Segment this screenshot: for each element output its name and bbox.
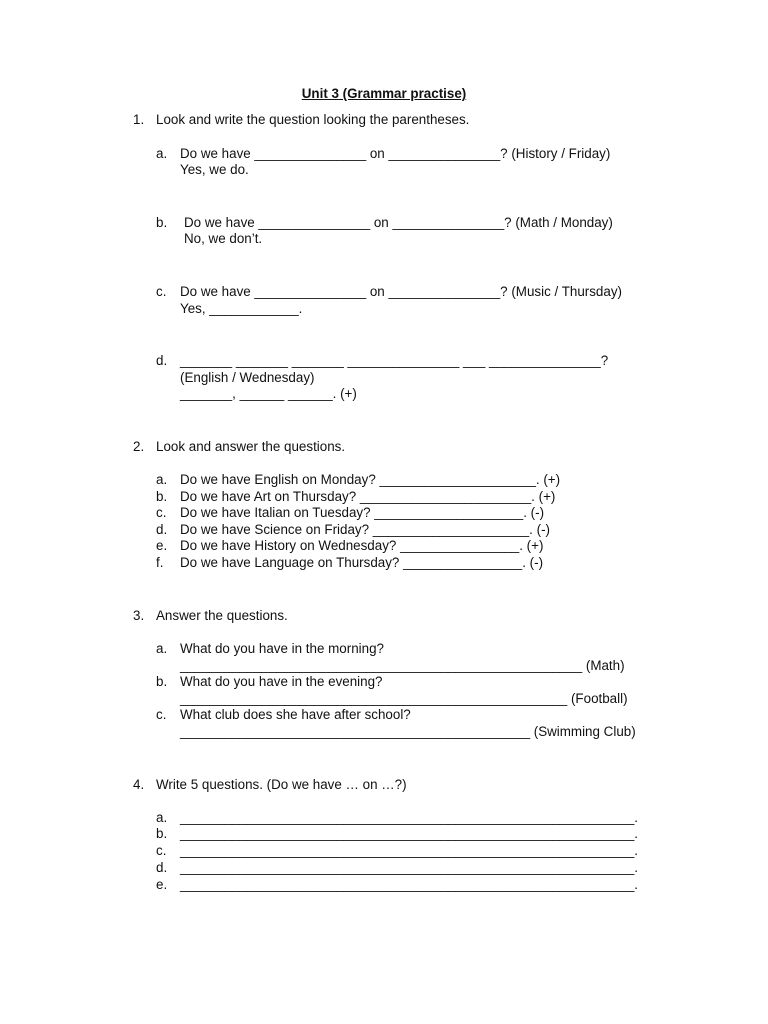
q2-e-letter: e.: [156, 538, 168, 553]
q1-d-prompt: _______ _______ _______ _______________ ___ _______________?: [180, 353, 609, 368]
q1-d-answer: _______, ______ ______. (+): [180, 386, 357, 401]
q1-b-prompt: Do we have _______________ on _______________? (Math / Monday): [184, 215, 613, 230]
q3-number: 3.: [133, 608, 145, 623]
q2-d-letter: d.: [156, 522, 168, 537]
q3-b-letter: b.: [156, 674, 168, 689]
q2-number: 2.: [133, 439, 145, 454]
q1-c-letter: c.: [156, 284, 167, 299]
q3-c-answer: _______________________________________________ (Swimming Club): [180, 724, 636, 739]
q3-c-letter: c.: [156, 707, 167, 722]
q1-number: 1.: [133, 112, 145, 127]
q2-c-text: Do we have Italian on Tuesday? ____________________. (-): [180, 505, 545, 520]
q2-instruction: Look and answer the questions.: [156, 439, 346, 454]
q4-e-line: _____________________________________________________________.: [180, 877, 639, 892]
worksheet-title: Unit 3 (Grammar practise): [301, 86, 467, 101]
q4-d-line: _____________________________________________________________.: [180, 860, 639, 875]
q3-a-answer: ______________________________________________________ (Math): [180, 658, 625, 673]
q4-instruction: Write 5 questions. (Do we have … on …?): [156, 777, 407, 792]
q4-c-line: _____________________________________________________________.: [180, 843, 639, 858]
q2-c-letter: c.: [156, 505, 167, 520]
q1-c-prompt: Do we have _______________ on _______________? (Music / Thursday): [180, 284, 622, 299]
q3-b-question: What do you have in the evening?: [180, 674, 383, 689]
q1-b-answer: No, we don’t.: [184, 231, 263, 246]
q4-c-letter: c.: [156, 843, 167, 858]
q2-a-text: Do we have English on Monday? _____________________. (+): [180, 472, 561, 487]
q1-d-letter: d.: [156, 353, 168, 368]
q1-d-hint: (English / Wednesday): [180, 370, 315, 385]
q2-b-letter: b.: [156, 489, 168, 504]
q2-a-letter: a.: [156, 472, 168, 487]
q2-f-letter: f.: [156, 555, 164, 570]
q2-e-text: Do we have History on Wednesday? ________________. (+): [180, 538, 544, 553]
q1-instruction: Look and write the question looking the parentheses.: [156, 112, 470, 127]
q1-a-letter: a.: [156, 146, 168, 161]
q4-number: 4.: [133, 777, 145, 792]
q1-b-letter: b.: [156, 215, 168, 230]
q2-d-text: Do we have Science on Friday? _____________________. (-): [180, 522, 550, 537]
q4-b-line: _____________________________________________________________.: [180, 826, 639, 841]
q3-a-letter: a.: [156, 641, 168, 656]
q2-b-text: Do we have Art on Thursday? _______________________. (+): [180, 489, 556, 504]
q1-a-prompt: Do we have _______________ on _______________? (History / Friday): [180, 146, 611, 161]
q3-instruction: Answer the questions.: [156, 608, 288, 623]
q4-b-letter: b.: [156, 826, 168, 841]
q4-a-line: _____________________________________________________________.: [180, 810, 639, 825]
q4-e-letter: e.: [156, 877, 168, 892]
q3-b-answer: ____________________________________________________ (Football): [180, 691, 628, 706]
q3-c-question: What club does she have after school?: [180, 707, 411, 722]
q3-a-question: What do you have in the morning?: [180, 641, 384, 656]
q2-f-text: Do we have Language on Thursday? ________________. (-): [180, 555, 544, 570]
q1-c-answer: Yes, ____________.: [180, 301, 303, 316]
q4-a-letter: a.: [156, 810, 168, 825]
q4-d-letter: d.: [156, 860, 168, 875]
q1-a-answer: Yes, we do.: [180, 162, 249, 177]
